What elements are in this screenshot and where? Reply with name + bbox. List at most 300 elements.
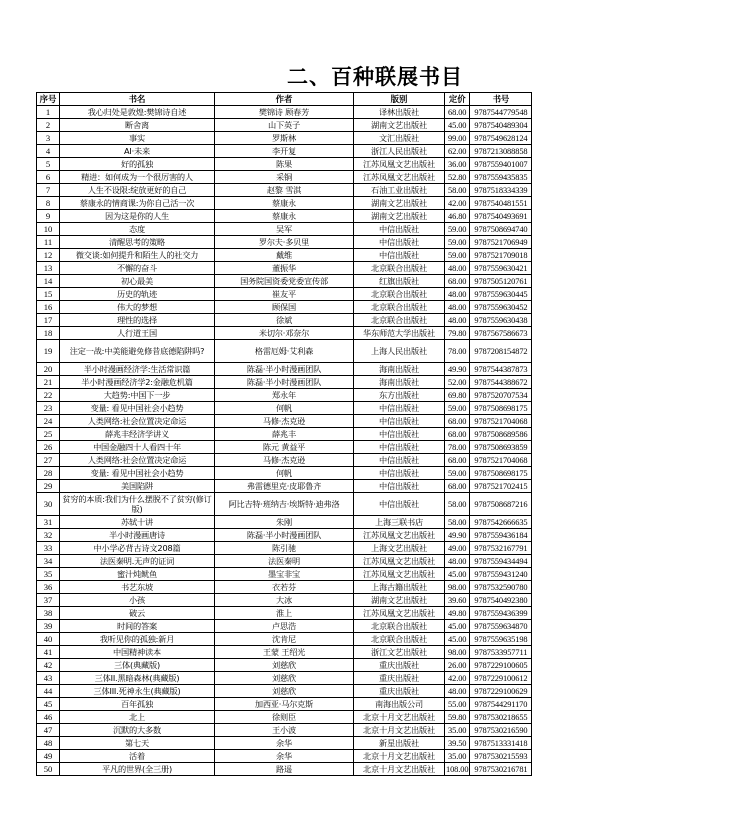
book-publisher: 中信出版社 bbox=[354, 415, 445, 428]
book-price: 68.00 bbox=[445, 106, 470, 119]
book-isbn: 9787530216590 bbox=[470, 724, 532, 737]
book-author: 衣若芬 bbox=[215, 581, 354, 594]
book-price: 98.00 bbox=[445, 581, 470, 594]
table-row bbox=[37, 119, 532, 132]
book-title: 因为这是你的人生 bbox=[60, 210, 215, 223]
book-author: 余华 bbox=[215, 750, 354, 763]
row-number: 36 bbox=[37, 581, 60, 594]
row-number: 32 bbox=[37, 529, 60, 542]
row-number: 7 bbox=[37, 184, 60, 197]
table-row bbox=[37, 568, 532, 581]
book-author: 山下英子 bbox=[215, 119, 354, 132]
book-author: 李开复 bbox=[215, 145, 354, 158]
row-number: 42 bbox=[37, 659, 60, 672]
book-author: 刘慈欣 bbox=[215, 685, 354, 698]
book-title: 时间的答案 bbox=[60, 620, 215, 633]
row-number: 49 bbox=[37, 750, 60, 763]
book-price: 68.00 bbox=[445, 275, 470, 288]
book-title: 蔡康永的情商课:为你自己活一次 bbox=[60, 197, 215, 210]
book-publisher: 江苏凤凰文艺出版社 bbox=[354, 158, 445, 171]
book-title: 断舍离 bbox=[60, 119, 215, 132]
book-publisher: 北京联合出版社 bbox=[354, 262, 445, 275]
book-author: 陈元 黄益平 bbox=[215, 441, 354, 454]
book-price: 78.00 bbox=[445, 340, 470, 363]
row-number: 10 bbox=[37, 223, 60, 236]
book-title: 活着 bbox=[60, 750, 215, 763]
book-author: 陈果 bbox=[215, 158, 354, 171]
book-price: 48.00 bbox=[445, 555, 470, 568]
book-isbn: 9787521706949 bbox=[470, 236, 532, 249]
book-title: 三体III.死神永生(典藏版) bbox=[60, 685, 215, 698]
book-publisher: 北京联合出版社 bbox=[354, 633, 445, 646]
table-row bbox=[37, 659, 532, 672]
book-publisher: 红旗出版社 bbox=[354, 275, 445, 288]
book-title: 书艺东坡 bbox=[60, 581, 215, 594]
book-isbn: 9787530215593 bbox=[470, 750, 532, 763]
book-price: 98.00 bbox=[445, 646, 470, 659]
book-author: 陈磊·半小时漫画团队 bbox=[215, 529, 354, 542]
book-price: 108.00 bbox=[446, 764, 469, 774]
row-number: 5 bbox=[37, 158, 60, 171]
book-price: 69.80 bbox=[445, 389, 470, 402]
book-isbn: 9787505120761 bbox=[470, 275, 532, 288]
table-row bbox=[37, 555, 532, 568]
book-publisher: 文汇出版社 bbox=[354, 132, 445, 145]
book-price: 58.00 bbox=[445, 184, 470, 197]
table-row bbox=[37, 480, 532, 493]
book-isbn: 9787559630452 bbox=[470, 301, 532, 314]
book-publisher: 海南出版社 bbox=[354, 363, 445, 376]
book-price: 42.00 bbox=[445, 672, 470, 685]
book-title: 半小时漫画经济学:生活常识篇 bbox=[60, 363, 215, 376]
book-publisher: 中信出版社 bbox=[354, 249, 445, 262]
book-price: 59.00 bbox=[445, 249, 470, 262]
book-author: 法医秦明 bbox=[215, 555, 354, 568]
book-isbn: 9787559434494 bbox=[470, 555, 532, 568]
book-author: 刘慈欣 bbox=[215, 672, 354, 685]
table-row bbox=[37, 106, 532, 119]
row-number: 29 bbox=[37, 480, 60, 493]
book-author: 戴维 bbox=[215, 249, 354, 262]
book-publisher: 北京十月文艺出版社 bbox=[354, 763, 445, 776]
book-title: 蜜汁炖鱿鱼 bbox=[60, 568, 215, 581]
book-price: 45.00 bbox=[445, 620, 470, 633]
book-title: 破云 bbox=[60, 607, 215, 620]
row-number: 50 bbox=[37, 763, 60, 776]
book-author: 马修·杰克逊 bbox=[215, 454, 354, 467]
row-number: 15 bbox=[37, 288, 60, 301]
book-publisher: 湖南文艺出版社 bbox=[354, 119, 445, 132]
book-price: 45.00 bbox=[445, 568, 470, 581]
book-price: 42.00 bbox=[445, 197, 470, 210]
book-price: 45.00 bbox=[445, 633, 470, 646]
book-isbn: 9787540489304 bbox=[470, 119, 532, 132]
row-number: 27 bbox=[37, 454, 60, 467]
book-author: 卢思浩 bbox=[215, 620, 354, 633]
table-row bbox=[37, 633, 532, 646]
book-title: 初心最美 bbox=[60, 275, 215, 288]
table-row bbox=[37, 581, 532, 594]
book-title: 伟大的梦想 bbox=[60, 301, 215, 314]
book-author: 国务院国资委党委宣传部 bbox=[215, 275, 354, 288]
book-title: 人行道王国 bbox=[60, 327, 215, 340]
book-isbn: 9787213088858 bbox=[470, 145, 532, 158]
row-number: 37 bbox=[37, 594, 60, 607]
book-author: 徐斌 bbox=[215, 314, 354, 327]
book-author: 墨宝非宝 bbox=[215, 568, 354, 581]
book-title: 美国陷阱 bbox=[60, 480, 215, 493]
row-number: 48 bbox=[37, 737, 60, 750]
book-isbn: 9787229100629 bbox=[470, 685, 532, 698]
book-isbn: 9787532167791 bbox=[470, 542, 532, 555]
book-isbn: 9787542666635 bbox=[470, 516, 532, 529]
book-publisher: 江苏凤凰文艺出版社 bbox=[354, 607, 445, 620]
book-isbn: 9787513331418 bbox=[470, 737, 532, 750]
table-row bbox=[37, 763, 532, 776]
book-publisher: 中信出版社 bbox=[354, 454, 445, 467]
book-isbn: 9787508693859 bbox=[470, 441, 532, 454]
book-author: 赵黎 雪淇 bbox=[215, 184, 354, 197]
book-title: 半小时漫画唐诗 bbox=[60, 529, 215, 542]
book-author: 吴军 bbox=[215, 223, 354, 236]
book-title: 平凡的世界(全三册) bbox=[60, 763, 215, 776]
book-title: 好的孤独 bbox=[60, 158, 215, 171]
book-isbn: 9787508687216 bbox=[470, 493, 532, 516]
book-publisher: 中信出版社 bbox=[354, 236, 445, 249]
row-number: 44 bbox=[37, 685, 60, 698]
book-publisher: 中信出版社 bbox=[354, 441, 445, 454]
book-publisher: 江苏凤凰文艺出版社 bbox=[354, 555, 445, 568]
book-title: 不懈的奋斗 bbox=[60, 262, 215, 275]
book-publisher: 上海文艺出版社 bbox=[354, 542, 445, 555]
book-publisher: 中信出版社 bbox=[354, 402, 445, 415]
book-isbn: 9787508694740 bbox=[470, 223, 532, 236]
book-publisher: 译林出版社 bbox=[354, 106, 445, 119]
book-author: 郑永年 bbox=[215, 389, 354, 402]
book-isbn: 9787549628124 bbox=[470, 132, 532, 145]
book-price: 36.00 bbox=[445, 158, 470, 171]
book-title: 大趋势:中国下一步 bbox=[60, 389, 215, 402]
book-title: 法医秦明.无声的证词 bbox=[60, 555, 215, 568]
book-publisher: 重庆出版社 bbox=[354, 659, 445, 672]
book-isbn: 9787521709018 bbox=[470, 249, 532, 262]
book-price: 39.60 bbox=[445, 594, 470, 607]
row-number: 12 bbox=[37, 249, 60, 262]
row-number: 19 bbox=[37, 340, 60, 363]
book-author: 薛兆丰 bbox=[215, 428, 354, 441]
book-isbn: 9787540492380 bbox=[470, 594, 532, 607]
book-price: 68.00 bbox=[445, 480, 470, 493]
table-row bbox=[37, 132, 532, 145]
book-publisher: 北京联合出版社 bbox=[354, 620, 445, 633]
row-number: 33 bbox=[37, 542, 60, 555]
book-title: 历史的轨迹 bbox=[60, 288, 215, 301]
row-number: 31 bbox=[37, 516, 60, 529]
row-number: 25 bbox=[37, 428, 60, 441]
book-price: 59.00 bbox=[445, 467, 470, 480]
book-price: 48.00 bbox=[445, 301, 470, 314]
book-publisher: 北京联合出版社 bbox=[354, 301, 445, 314]
book-isbn: 9787208154872 bbox=[470, 340, 532, 363]
book-isbn: 9787508698175 bbox=[470, 467, 532, 480]
row-number: 40 bbox=[37, 633, 60, 646]
book-title: 人生不设限:绽放更好的自己 bbox=[60, 184, 215, 197]
book-publisher: 北京十月文艺出版社 bbox=[354, 724, 445, 737]
book-title: 薛兆丰经济学讲义 bbox=[60, 428, 215, 441]
row-number: 16 bbox=[37, 301, 60, 314]
book-price: 39.50 bbox=[445, 737, 470, 750]
table-row bbox=[37, 685, 532, 698]
row-number: 2 bbox=[37, 119, 60, 132]
book-title: 人类网络:社会位置决定命运 bbox=[60, 415, 215, 428]
book-publisher: 中信出版社 bbox=[354, 428, 445, 441]
book-publisher: 江苏凤凰文艺出版社 bbox=[354, 171, 445, 184]
book-author: 顾保国 bbox=[215, 301, 354, 314]
book-price: 48.00 bbox=[445, 685, 470, 698]
book-isbn: 9787521704068 bbox=[470, 415, 532, 428]
book-publisher: 中信出版社 bbox=[354, 223, 445, 236]
book-price: 58.00 bbox=[445, 493, 470, 516]
book-isbn: 9787229100612 bbox=[470, 672, 532, 685]
book-title: 北上 bbox=[60, 711, 215, 724]
table-row bbox=[37, 698, 532, 711]
table-header-row bbox=[37, 93, 532, 106]
row-number: 9 bbox=[37, 210, 60, 223]
book-publisher: 浙江文艺出版社 bbox=[354, 646, 445, 659]
book-publisher: 湖南文艺出版社 bbox=[354, 197, 445, 210]
row-number: 13 bbox=[37, 262, 60, 275]
row-number: 8 bbox=[37, 197, 60, 210]
book-isbn: 9787540493691 bbox=[470, 210, 532, 223]
book-publisher: 南海出版公司 bbox=[354, 698, 445, 711]
book-author: 董振华 bbox=[215, 262, 354, 275]
book-price: 58.00 bbox=[445, 516, 470, 529]
page-title: 二、百种联展书目 bbox=[287, 65, 463, 89]
book-title: 清醒思考的策略 bbox=[60, 236, 215, 249]
table-row bbox=[37, 288, 532, 301]
book-author: 蔡康永 bbox=[215, 210, 354, 223]
book-publisher: 北京联合出版社 bbox=[354, 314, 445, 327]
book-author: 王蒙 王绍光 bbox=[215, 646, 354, 659]
book-isbn: 9787521702415 bbox=[470, 480, 532, 493]
book-isbn: 9787559436399 bbox=[470, 607, 532, 620]
book-isbn: 9787533957711 bbox=[470, 646, 532, 659]
table-row bbox=[37, 454, 532, 467]
table-row bbox=[37, 314, 532, 327]
book-title: 小孩 bbox=[60, 594, 215, 607]
book-title: 精进：如何成为一个很厉害的人 bbox=[60, 171, 215, 184]
table-row bbox=[37, 340, 532, 363]
book-price: 59.00 bbox=[445, 236, 470, 249]
book-author: 采铜 bbox=[215, 171, 354, 184]
book-publisher: 海南出版社 bbox=[354, 376, 445, 389]
table-row bbox=[37, 249, 532, 262]
book-author: 何帆 bbox=[215, 467, 354, 480]
book-title: 沉默的大多数 bbox=[60, 724, 215, 737]
book-publisher: 北京联合出版社 bbox=[354, 288, 445, 301]
book-author: 陈磊·半小时漫画团队 bbox=[215, 376, 354, 389]
row-number: 14 bbox=[37, 275, 60, 288]
book-author: 阿比吉特·班纳吉·埃斯特·迪弗洛 bbox=[215, 493, 354, 516]
book-price: 49.80 bbox=[445, 607, 470, 620]
table-row bbox=[37, 327, 532, 340]
book-author: 马修·杰克逊 bbox=[215, 415, 354, 428]
row-number: 46 bbox=[37, 711, 60, 724]
row-number: 4 bbox=[37, 145, 60, 158]
book-isbn: 9787559435835 bbox=[470, 171, 532, 184]
book-title: 三体(典藏版) bbox=[60, 659, 215, 672]
book-isbn: 9787229100605 bbox=[470, 659, 532, 672]
book-price: 52.80 bbox=[445, 171, 470, 184]
book-author: 余华 bbox=[215, 737, 354, 750]
book-price: 45.00 bbox=[445, 119, 470, 132]
row-number: 47 bbox=[37, 724, 60, 737]
book-author: 米切尔·邓奈尔 bbox=[215, 327, 354, 340]
column-header-title: 书名 bbox=[60, 93, 215, 106]
book-title: 微交谈:如何提升和陌生人的社交力 bbox=[60, 249, 215, 262]
table-row bbox=[37, 542, 532, 555]
column-header-price: 定价 bbox=[445, 93, 470, 106]
book-publisher: 东方出版社 bbox=[354, 389, 445, 402]
table-row bbox=[37, 750, 532, 763]
table-row bbox=[37, 724, 532, 737]
book-author: 格雷厄姆·艾利森 bbox=[215, 340, 354, 363]
book-title: 变量: 看见中国社会小趋势 bbox=[60, 467, 215, 480]
table-row bbox=[37, 376, 532, 389]
book-publisher: 浙江人民出版社 bbox=[354, 145, 445, 158]
column-header-author: 作者 bbox=[215, 93, 354, 106]
book-publisher: 重庆出版社 bbox=[354, 672, 445, 685]
row-number: 1 bbox=[37, 106, 60, 119]
book-price: 68.00 bbox=[445, 454, 470, 467]
book-publisher: 湖南文艺出版社 bbox=[354, 210, 445, 223]
row-number: 17 bbox=[37, 314, 60, 327]
book-price: 99.00 bbox=[445, 132, 470, 145]
row-number: 6 bbox=[37, 171, 60, 184]
book-title: 变量: 看见中国社会小趋势 bbox=[60, 402, 215, 415]
book-author: 路遥 bbox=[215, 763, 354, 776]
table-row bbox=[37, 516, 532, 529]
row-number: 11 bbox=[37, 236, 60, 249]
table-row bbox=[37, 145, 532, 158]
book-price: 62.00 bbox=[445, 145, 470, 158]
book-publisher: 中信出版社 bbox=[354, 467, 445, 480]
table-row bbox=[37, 441, 532, 454]
book-price: 49.90 bbox=[445, 529, 470, 542]
book-title: 我心归处是敦煌:樊锦诗自述 bbox=[60, 106, 215, 119]
book-isbn: 9787530218655 bbox=[470, 711, 532, 724]
book-publisher: 北京十月文艺出版社 bbox=[354, 750, 445, 763]
table-row bbox=[37, 184, 532, 197]
book-author: 何帆 bbox=[215, 402, 354, 415]
book-publisher: 华东师范大学出版社 bbox=[354, 327, 445, 340]
book-list-table bbox=[36, 92, 532, 776]
book-isbn: 9787544291170 bbox=[470, 698, 532, 711]
book-publisher: 新星出版社 bbox=[354, 737, 445, 750]
book-publisher: 石油工业出版社 bbox=[354, 184, 445, 197]
book-title: 理性的选择 bbox=[60, 314, 215, 327]
book-price: 46.80 bbox=[445, 210, 470, 223]
book-isbn: 9787559401007 bbox=[470, 158, 532, 171]
table-row bbox=[37, 210, 532, 223]
book-publisher: 江苏凤凰文艺出版社 bbox=[354, 529, 445, 542]
book-title: 态度 bbox=[60, 223, 215, 236]
book-author: 加西亚·马尔克斯 bbox=[215, 698, 354, 711]
row-number: 22 bbox=[37, 389, 60, 402]
row-number: 3 bbox=[37, 132, 60, 145]
row-number: 34 bbox=[37, 555, 60, 568]
book-title: 苏轼十讲 bbox=[60, 516, 215, 529]
row-number: 30 bbox=[37, 493, 60, 516]
book-title: 中小学必背古诗文208篇 bbox=[60, 542, 215, 555]
book-price: 48.00 bbox=[445, 314, 470, 327]
book-isbn: 9787544388672 bbox=[470, 376, 532, 389]
book-author: 王小波 bbox=[215, 724, 354, 737]
book-isbn: 9787559635198 bbox=[470, 633, 532, 646]
book-price: 48.00 bbox=[445, 288, 470, 301]
book-price: 26.00 bbox=[445, 659, 470, 672]
row-number: 26 bbox=[37, 441, 60, 454]
row-number: 21 bbox=[37, 376, 60, 389]
book-author: 蔡康永 bbox=[215, 197, 354, 210]
table-row bbox=[37, 428, 532, 441]
book-isbn: 9787520707534 bbox=[470, 389, 532, 402]
book-title: 贫穷的本质:我们为什么摆脱不了贫穷(修订版) bbox=[60, 493, 215, 516]
table-row bbox=[37, 672, 532, 685]
book-isbn: 9787544387873 bbox=[470, 363, 532, 376]
table-row bbox=[37, 737, 532, 750]
table-row bbox=[37, 262, 532, 275]
book-isbn: 9787508698175 bbox=[470, 402, 532, 415]
book-isbn: 9787521704068 bbox=[470, 454, 532, 467]
book-author: 罗斯林 bbox=[215, 132, 354, 145]
table-row bbox=[37, 402, 532, 415]
book-author: 朱刚 bbox=[215, 516, 354, 529]
row-number: 39 bbox=[37, 620, 60, 633]
book-price: 35.00 bbox=[445, 750, 470, 763]
book-publisher: 中信出版社 bbox=[354, 493, 445, 516]
table-row bbox=[37, 594, 532, 607]
book-isbn: 9787508689586 bbox=[470, 428, 532, 441]
book-isbn: 9787559431240 bbox=[470, 568, 532, 581]
book-publisher: 上海三联书店 bbox=[354, 516, 445, 529]
table-row bbox=[37, 158, 532, 171]
table-row bbox=[37, 197, 532, 210]
book-isbn: 9787540481551 bbox=[470, 197, 532, 210]
book-price: 49.00 bbox=[445, 542, 470, 555]
table-row bbox=[37, 415, 532, 428]
table-row bbox=[37, 389, 532, 402]
book-isbn: 9787567586673 bbox=[470, 327, 532, 340]
book-title: 三体II.黑暗森林(典藏版) bbox=[60, 672, 215, 685]
book-title: 我听见你的孤独:新月 bbox=[60, 633, 215, 646]
book-price: 48.00 bbox=[445, 262, 470, 275]
table-row bbox=[37, 493, 532, 516]
row-number: 43 bbox=[37, 672, 60, 685]
book-price: 78.00 bbox=[445, 441, 470, 454]
book-publisher: 上海古籍出版社 bbox=[354, 581, 445, 594]
book-isbn: 9787559634870 bbox=[470, 620, 532, 633]
book-publisher: 湖南文艺出版社 bbox=[354, 594, 445, 607]
book-publisher: 上海人民出版社 bbox=[354, 340, 445, 363]
book-publisher: 中信出版社 bbox=[354, 480, 445, 493]
book-price: 59.00 bbox=[445, 223, 470, 236]
book-publisher: 北京十月文艺出版社 bbox=[354, 711, 445, 724]
book-isbn: 9787544779548 bbox=[470, 106, 532, 119]
book-title: 中国精神读本 bbox=[60, 646, 215, 659]
book-price: 52.00 bbox=[445, 376, 470, 389]
row-number: 20 bbox=[37, 363, 60, 376]
